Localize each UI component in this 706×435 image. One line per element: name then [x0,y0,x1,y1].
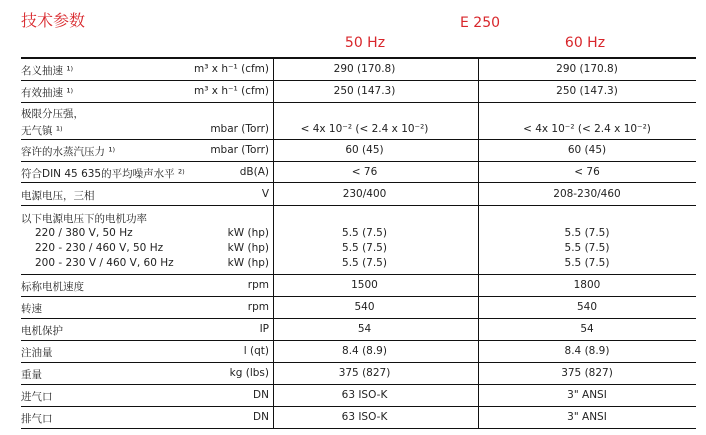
row-label: 进气口 [21,391,53,403]
value-60hz: 5.5 (7.5) [564,242,610,254]
value-60hz: 540 [576,301,598,313]
value-50hz: 250 (147.3) [333,85,396,97]
value-50hz: 8.4 (8.9) [342,345,387,357]
table-row [21,162,696,183]
value-60hz: 375 (827) [561,367,613,379]
value-60hz: 3" ANSI [567,411,607,423]
row-label: 符合DIN 45 635的平均噪声水平 ²⁾ [21,168,185,180]
row-unit: kg (lbs) [229,367,269,379]
row-label-line2: 无气镇 ¹⁾ [21,125,63,137]
value-60hz: < 4x 10⁻² (< 2.4 x 10⁻²) [523,123,651,135]
value-50hz: 5.5 (7.5) [342,242,387,254]
row-unit: l (qt) [243,345,269,357]
value-60hz: 8.4 (8.9) [564,345,610,357]
row-unit: rpm [247,279,269,291]
table-row [21,363,696,385]
value-50hz: 290 (170.8) [333,63,396,75]
value-60hz: 60 (45) [567,144,607,156]
table-row [21,407,696,429]
table-row [21,140,696,162]
row-label: 电机保护 [21,325,63,337]
table-row [21,206,696,275]
value-50hz: 5.5 (7.5) [342,257,387,269]
table-row [21,275,696,297]
table-row [21,341,696,363]
value-50hz: 54 [357,323,372,335]
table-row [21,81,696,103]
row-unit: kW (hp) [227,242,269,254]
value-50hz: 375 (827) [338,367,391,379]
table-row [21,319,696,341]
sub-row-label: 220 - 230 / 460 V, 50 Hz [35,242,164,254]
value-50hz: 540 [354,301,375,313]
page-title: 技术参数 [21,11,86,30]
model-name: E 250 [459,15,501,31]
row-label: 排气口 [21,413,53,425]
sub-row-label: 220 / 380 V, 50 Hz [35,227,133,239]
value-50hz: 63 ISO-K [341,411,388,423]
value-50hz: 63 ISO-K [341,389,388,401]
value-60hz: 5.5 (7.5) [564,257,610,269]
value-50hz: 1500 [351,279,378,291]
freq-header-60hz: 60 Hz [564,35,606,51]
row-label: 以下电源电压下的电机功率 [21,213,147,225]
table-row [21,385,696,407]
value-50hz: < 76 [351,166,378,178]
freq-header-50hz: 50 Hz [344,35,386,51]
value-60hz: < 76 [574,166,600,178]
row-unit: m³ x h⁻¹ (cfm) [194,85,269,97]
table-row [21,183,696,206]
row-label: 名义抽速 ¹⁾ [21,65,74,77]
spec-table [21,57,696,429]
row-unit: DN [253,389,269,401]
value-60hz: 54 [580,323,594,335]
row-label: 标称电机速度 [21,281,84,293]
value-50hz: 60 (45) [345,144,384,156]
value-50hz: 5.5 (7.5) [342,227,387,239]
row-unit: V [261,188,269,200]
row-label: 转速 [21,303,42,315]
value-50hz: < 4x 10⁻² (< 2.4 x 10⁻²) [300,123,429,135]
table-row [21,297,696,319]
row-unit: rpm [247,301,269,313]
row-label: 有效抽速 ¹⁾ [21,87,74,99]
table-row [21,103,696,140]
table-row [21,57,696,81]
value-60hz: 208-230/460 [553,188,621,200]
sub-row-label: 200 - 230 V / 460 V, 60 Hz [35,257,174,269]
row-label: 注油量 [21,347,53,359]
row-unit: IP [259,323,269,335]
row-unit: m³ x h⁻¹ (cfm) [194,63,269,75]
row-unit: DN [253,411,269,423]
value-60hz: 3" ANSI [567,389,607,401]
value-60hz: 1800 [573,279,601,291]
row-label: 极限分压强， [21,108,84,120]
row-label: 容许的水蒸汽压力 ¹⁾ [21,146,116,158]
value-60hz: 5.5 (7.5) [564,227,610,239]
value-60hz: 250 (147.3) [556,85,618,97]
row-label: 重量 [21,369,42,381]
value-60hz: 290 (170.8) [556,63,618,75]
row-label: 电源电压，三相 [21,190,95,202]
value-50hz: 230/400 [342,188,387,200]
row-unit: mbar (Torr) [210,144,269,156]
row-unit: kW (hp) [227,227,269,239]
row-unit: mbar (Torr) [210,123,269,135]
row-unit: dB(A) [239,166,269,178]
row-unit: kW (hp) [227,257,269,269]
